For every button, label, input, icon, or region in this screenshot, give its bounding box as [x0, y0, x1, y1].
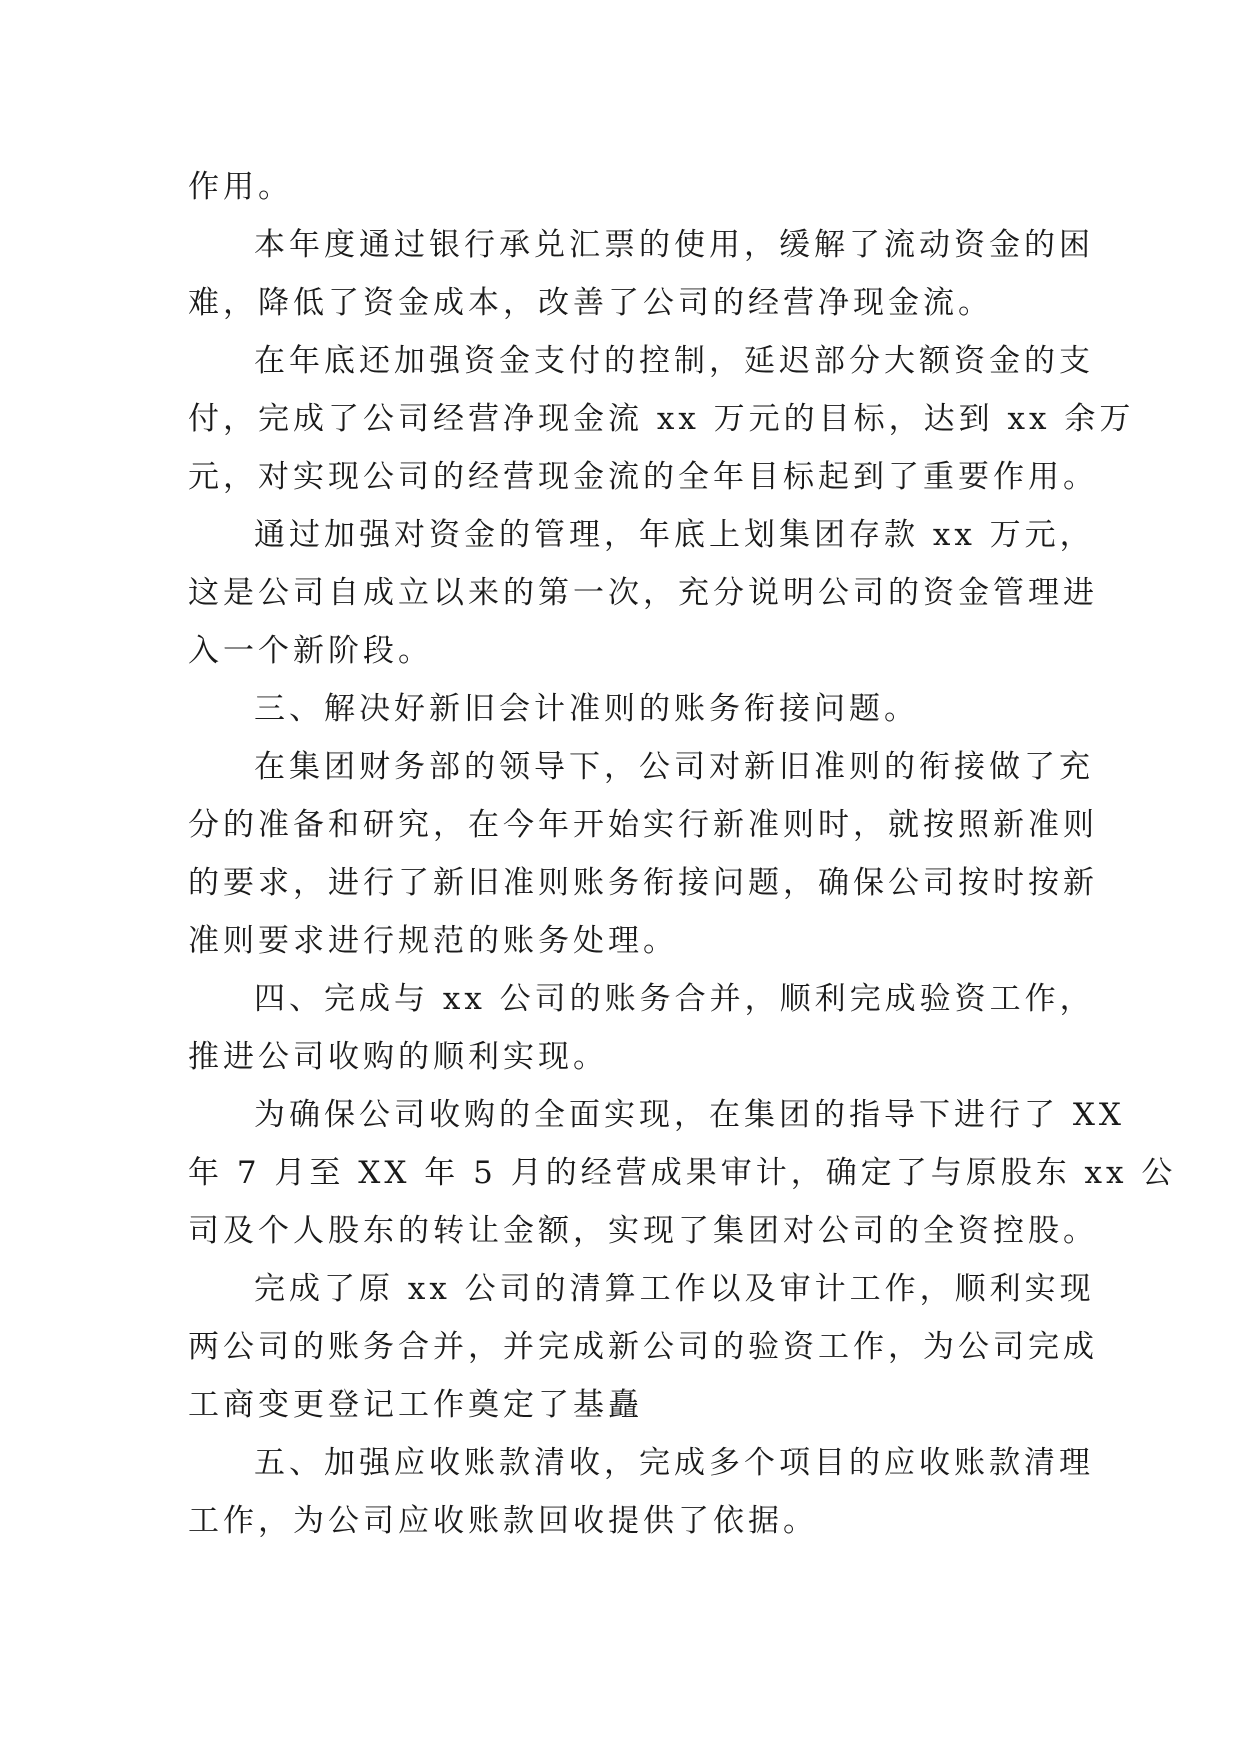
paragraph-3: [188, 332, 1135, 506]
paragraph-line: 分的准备和研究，在今年开始实行新准则时，就按照新准则: [188, 807, 1098, 843]
paragraph-line: 作用。: [188, 169, 293, 205]
paragraph-line: 工商变更登记工作奠定了基矗: [188, 1387, 643, 1423]
paragraph-line: 准则要求进行规范的账务处理。: [188, 923, 678, 959]
paragraph-1: [188, 158, 1068, 216]
section-heading-5: [188, 1434, 1094, 1550]
paragraph-line: 的要求，进行了新旧准则账务衔接问题，确保公司按时按新: [188, 865, 1098, 901]
paragraph-line: 付，完成了公司经营净现金流 xx 万元的目标，达到 xx 余万: [188, 401, 1135, 437]
section-heading-3: [188, 680, 1068, 738]
paragraph-8: [188, 1086, 1177, 1260]
paragraph-line: 三、解决好新旧会计准则的账务衔接问题。: [254, 691, 919, 727]
paragraph-line: 完成了原 xx 公司的清算工作以及审计工作，顺利实现: [254, 1271, 1095, 1307]
paragraph-line: 这是公司自成立以来的第一次，充分说明公司的资金管理进: [188, 575, 1098, 611]
paragraph-line: 本年度通过银行承兑汇票的使用，缓解了流动资金的困: [254, 227, 1094, 263]
paragraph-line: 在年底还加强资金支付的控制，延迟部分大额资金的支: [254, 343, 1094, 379]
paragraph-line: 司及个人股东的转让金额，实现了集团对公司的全资控股。: [188, 1213, 1098, 1249]
document-body: [188, 158, 1177, 1550]
paragraph-line: 两公司的账务合并，并完成新公司的验资工作，为公司完成: [188, 1329, 1098, 1365]
paragraph-4: [188, 506, 1098, 680]
paragraph-line: 通过加强对资金的管理，年底上划集团存款 xx 万元，: [254, 517, 1095, 553]
section-heading-4: [188, 970, 1095, 1086]
paragraph-line: 在集团财务部的领导下，公司对新旧准则的衔接做了充: [254, 749, 1094, 785]
paragraph-line: 推进公司收购的顺利实现。: [188, 1039, 608, 1075]
paragraph-9: [188, 1260, 1098, 1434]
paragraph-line: 入一个新阶段。: [188, 633, 433, 669]
paragraph-2: [188, 216, 1094, 332]
paragraph-line: 为确保公司收购的全面实现，在集团的指导下进行了 XX: [254, 1097, 1125, 1133]
paragraph-line: 四、完成与 xx 公司的账务合并，顺利完成验资工作，: [254, 981, 1095, 1017]
paragraph-line: 年 7 月至 XX 年 5 月的经营成果审计，确定了与原股东 xx 公: [188, 1155, 1177, 1191]
paragraph-line: 工作，为公司应收账款回收提供了依据。: [188, 1503, 818, 1539]
paragraph-line: 难，降低了资金成本，改善了公司的经营净现金流。: [188, 285, 993, 321]
paragraph-6: [188, 738, 1098, 970]
paragraph-line: 元，对实现公司的经营现金流的全年目标起到了重要作用。: [188, 459, 1098, 495]
paragraph-line: 五、加强应收账款清收，完成多个项目的应收账款清理: [254, 1445, 1094, 1481]
